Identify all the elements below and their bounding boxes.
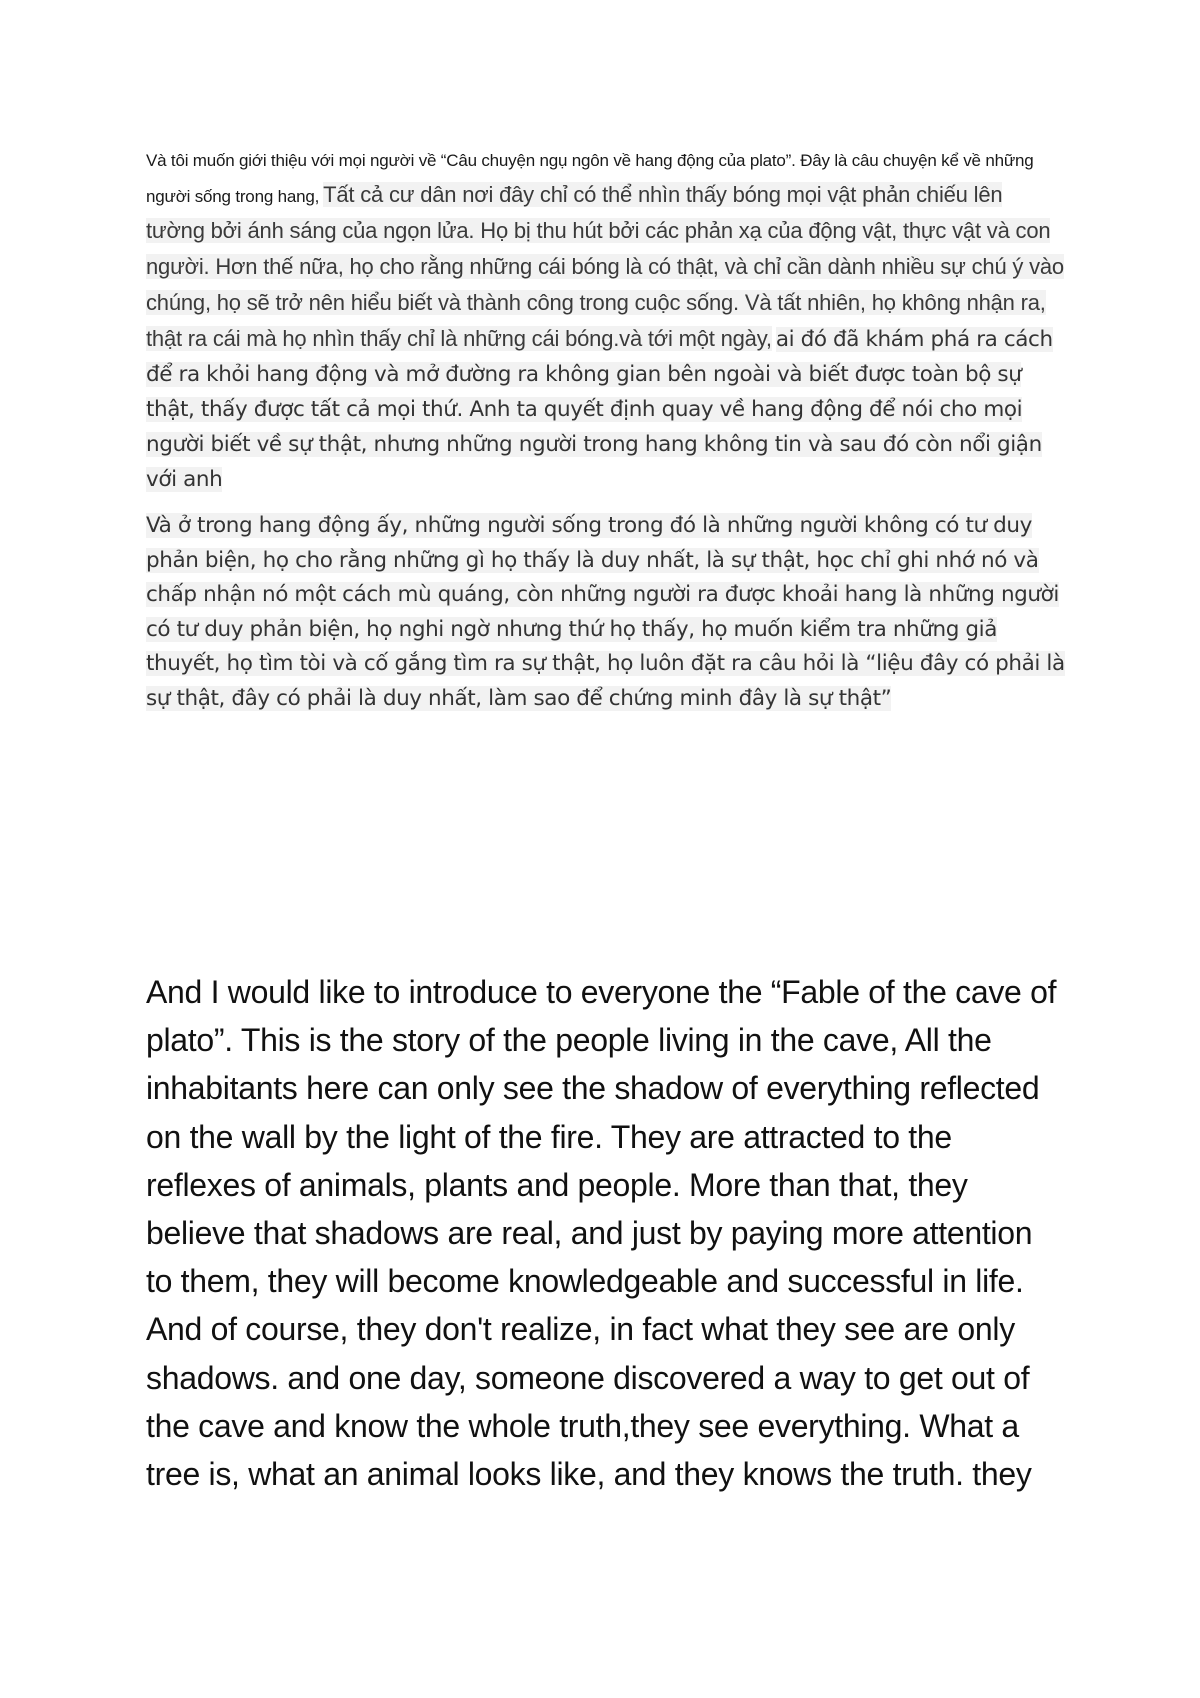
vietnamese-paragraph-2: [146, 510, 1066, 718]
vietnamese-discovery-run: ai đó đã khám phá ra cách để ra khỏi hang động và mở đường ra không gian bên ngoài và biết được toàn bộ sự thật, thấy được tất cả mọi thứ. Anh ta quyết định quay về hang động để nói cho mọi người biết về sự thật, nhưng những người trong hang không tin và sau đó còn nổi giận với anh: [146, 327, 1053, 492]
vietnamese-paragraph-1: [146, 144, 1066, 498]
vietnamese-critical-thinking-run: Và ở trong hang động ấy, những người sống trong đó là những người không có tư duy phản biện, họ cho rằng những gì họ thấy là duy nhất, là sự thật, học chỉ ghi nhớ nó và chấp nhận nó một cách mù quáng, còn những người ra được khoải hang là những người có tư duy phản biện, họ nghi ngờ nhưng thứ họ thấy, họ muốn kiểm tra những giả thuyết, họ tìm tòi và cố gắng tìm ra sự thật, họ luôn đặt ra câu hỏi là “liệu đây có phải là sự thật, đây có phải là duy nhất, làm sao để chứng minh đây là sự thật”: [146, 513, 1065, 711]
english-paragraph: And I would like to introduce to everyone the “Fable of the cave of plato”. This is the story of the people living in the cave, All the inhabitants here can only see the shadow of everything reflected on the wall by the light of the fire. They are attracted to the reflexes of animals, plants and people. More than that, they believe that shadows are real, and just by paying more attention to them, they will become knowledgeable and successful in life. And of course, they don't realize, in fact what they see are only shadows. and one day, someone discovered a way to get out of the cave and know the whole truth,they see everything. What a tree is, what an animal looks like, and they knows the truth. they: [146, 974, 1057, 1493]
english-section: [146, 968, 1066, 1498]
vietnamese-highlighted-run: Tất cả cư dân nơi đây chỉ có thể nhìn thấy bóng mọi vật phản chiếu lên tường bởi ánh sáng của ngọn lửa. Họ bị thu hút bởi các phản xạ của động vật, thực vật và con người. Hơn thế nữa, họ cho rằng những cái bóng là có thật, và chỉ cần dành nhiều sự chú ý vào chúng, họ sẽ trở nên hiểu biết và thành công trong cuộc sống. Và tất nhiên, họ không nhận ra, thật ra cái mà họ nhìn thấy chỉ là những cái bóng.và tới một ngày,: [146, 182, 1064, 351]
vietnamese-intro-run: Và tôi muốn giới thiệu với mọi người về “Câu chuyện ngụ ngôn về hang động của plato”. Đây là câu chuyện kể về những người sống trong hang,: [146, 151, 1034, 206]
vietnamese-section: [146, 144, 1066, 718]
